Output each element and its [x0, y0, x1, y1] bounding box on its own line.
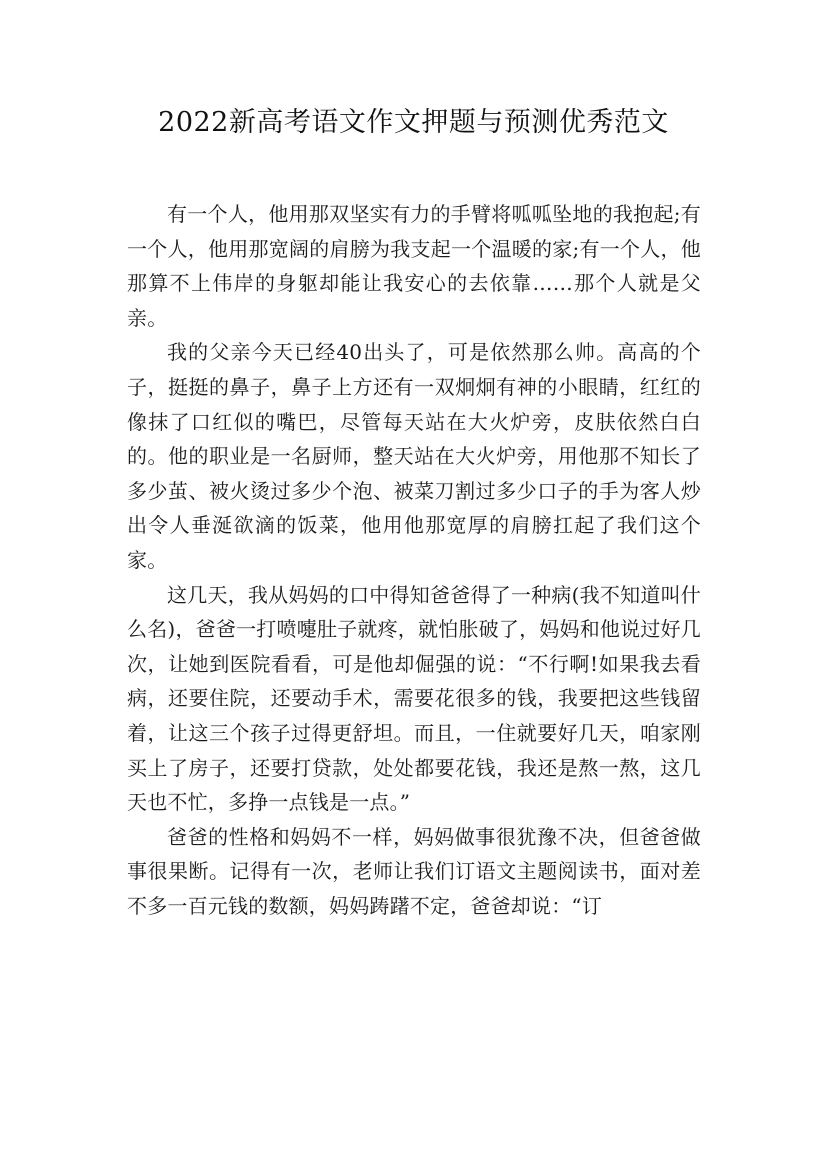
paragraph-3: 这几天，我从妈妈的口中得知爸爸得了一种病(我不知道叫什么名)，爸爸一打喷嚏肚子就疼，就怕胀破了，妈妈和他说过好几次，让她到医院看看，可是他却倔强的说：“不行啊!如果我去看病，还要住院，还要动手术，需要花很多的钱，我要把这些钱留着，让这三个孩子过得更舒坦。而且，一住就要好几天，咱家刚买上了房子，还要打贷款，处处都要花钱，我还是熬一熬，这几天也不忙，多挣一点钱是一点。”: [127, 582, 701, 815]
document-body: [127, 197, 701, 923]
paragraph-1: 有一个人，他用那双坚实有力的手臂将呱呱坠地的我抱起;有一个人，他用那宽阔的肩膀为我支起一个温暖的家;有一个人，他那算不上伟岸的身躯却能让我安心的去依靠……那个人就是父亲。: [127, 202, 701, 330]
document-title: 2022新高考语文作文押题与预测优秀范文: [158, 107, 669, 138]
paragraph-2: 我的父亲今天已经40出头了，可是依然那么帅。高高的个子，挺挺的鼻子，鼻子上方还有一双炯炯有神的小眼睛，红红的像抹了口红似的嘴巴，尽管每天站在大火炉旁，皮肤依然白白的。他的职业是一名厨师，整天站在大火炉旁，用他那不知长了多少茧、被火烫过多少个泡、被菜刀割过多少口子的手为客人炒出令人垂涎欲滴的饭菜，他用他那宽厚的肩膀扛起了我们这个家。: [127, 340, 701, 572]
paragraph-4: 爸爸的性格和妈妈不一样，妈妈做事很犹豫不决，但爸爸做事很果断。记得有一次，老师让我们订语文主题阅读书，面对差不多一百元钱的数额，妈妈踌躇不定，爸爸却说：“订: [127, 824, 701, 918]
